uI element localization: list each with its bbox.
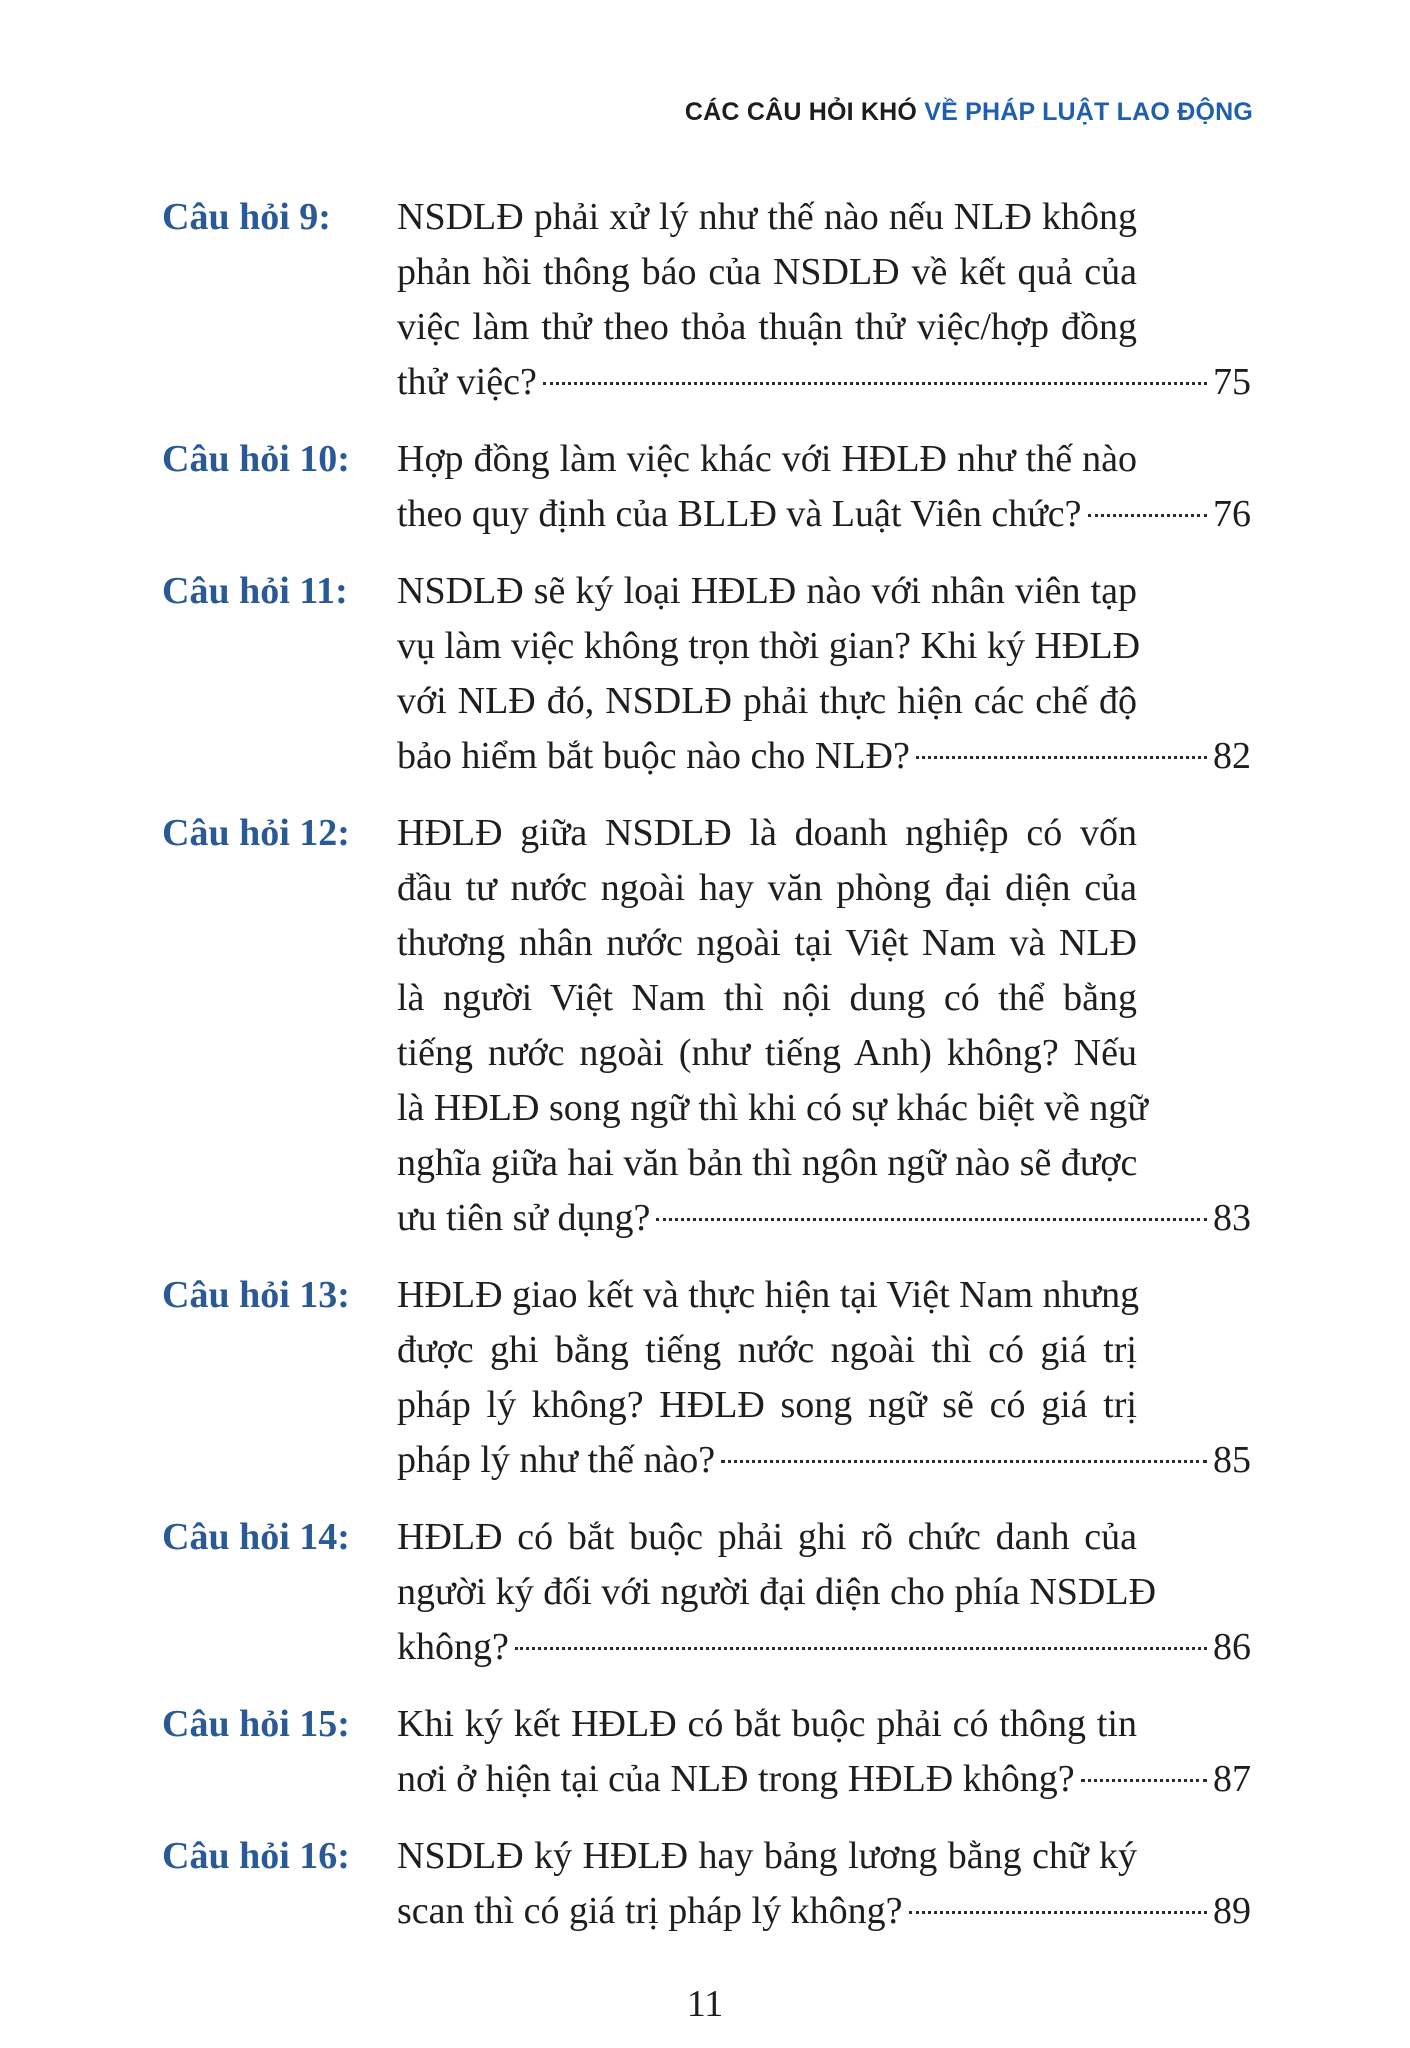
- question-line: vụ làm việc không trọn thời gian? Khi ký HĐLĐ: [397, 625, 1141, 667]
- page-number: 75: [1213, 361, 1251, 403]
- question-line: không?: [397, 1626, 509, 1668]
- question-line: HĐLĐ giữa NSDLĐ là doanh nghiệp có vốn: [397, 812, 1137, 854]
- toc-entry: [162, 1510, 1254, 1675]
- running-header-dark-part: CÁC CÂU HỎI KHÓ: [684, 98, 918, 126]
- dot-leader: [916, 756, 1207, 759]
- toc-entry: [162, 564, 1254, 784]
- question-line: nơi ở hiện tại của NLĐ trong HĐLĐ không?: [397, 1758, 1075, 1800]
- table-of-contents: [162, 190, 1254, 1961]
- question-line: ưu tiên sử dụng?: [397, 1197, 651, 1239]
- question-last-line: [397, 487, 1251, 542]
- question-line: với NLĐ đó, NSDLĐ phải thực hiện các chế độ: [397, 680, 1137, 722]
- page-number: 83: [1213, 1197, 1251, 1239]
- question-text: [397, 1510, 1254, 1675]
- question-label: Câu hỏi 10:: [162, 438, 350, 480]
- page-number: 76: [1213, 493, 1251, 535]
- question-last-line: [397, 1620, 1251, 1675]
- dot-leader: [909, 1911, 1208, 1914]
- question-line: bảo hiểm bắt buộc nào cho NLĐ?: [397, 735, 910, 777]
- question-label: Câu hỏi 11:: [162, 570, 348, 612]
- question-line: đầu tư nước ngoài hay văn phòng đại diện của: [397, 867, 1137, 909]
- toc-entry: [162, 190, 1254, 410]
- question-line: tiếng nước ngoài (như tiếng Anh) không? Nếu: [397, 1032, 1137, 1074]
- question-line: phản hồi thông báo của NSDLĐ về kết quả của: [397, 251, 1137, 293]
- question-line: scan thì có giá trị pháp lý không?: [397, 1890, 903, 1932]
- question-line: nghĩa giữa hai văn bản thì ngôn ngữ nào sẽ được: [397, 1142, 1138, 1184]
- page-number: 87: [1213, 1758, 1251, 1800]
- question-text: [397, 806, 1254, 1246]
- question-line: là HĐLĐ song ngữ thì khi có sự khác biệt về ngữ: [397, 1087, 1148, 1129]
- dot-leader: [656, 1218, 1207, 1221]
- dot-leader: [721, 1460, 1207, 1463]
- toc-entry: [162, 432, 1254, 542]
- question-text: [397, 1829, 1254, 1939]
- question-line: thử việc?: [397, 361, 537, 403]
- question-line: NSDLĐ phải xử lý như thế nào nếu NLĐ không: [397, 196, 1137, 238]
- question-line: NSDLĐ ký HĐLĐ hay bảng lương bằng chữ ký: [397, 1835, 1137, 1877]
- page-number: 86: [1213, 1626, 1251, 1668]
- question-line: pháp lý không? HĐLĐ song ngữ sẽ có giá trị: [397, 1384, 1137, 1426]
- toc-entry: [162, 1268, 1254, 1488]
- question-line: người ký đối với người đại diện cho phía NSDLĐ: [397, 1571, 1157, 1613]
- question-line: NSDLĐ sẽ ký loại HĐLĐ nào với nhân viên tạp: [397, 570, 1137, 612]
- question-text: [397, 564, 1254, 784]
- question-label: Câu hỏi 16:: [162, 1835, 350, 1877]
- running-header: [685, 98, 1253, 127]
- dot-leader: [1081, 1779, 1207, 1782]
- page-number: 85: [1213, 1439, 1251, 1481]
- question-line: thương nhân nước ngoài tại Việt Nam và NLĐ: [397, 922, 1137, 964]
- question-line: Khi ký kết HĐLĐ có bắt buộc phải có thông tin: [397, 1703, 1137, 1745]
- question-label: Câu hỏi 13:: [162, 1274, 350, 1316]
- question-line: pháp lý như thế nào?: [397, 1439, 716, 1481]
- question-text: [397, 1697, 1254, 1807]
- question-line: HĐLĐ có bắt buộc phải ghi rõ chức danh của: [397, 1516, 1137, 1558]
- question-last-line: [397, 1884, 1251, 1939]
- question-last-line: [397, 1433, 1251, 1488]
- question-label: Câu hỏi 14:: [162, 1516, 350, 1558]
- question-last-line: [397, 1191, 1251, 1246]
- dot-leader: [543, 382, 1207, 385]
- toc-entry: [162, 1697, 1254, 1807]
- toc-entry: [162, 806, 1254, 1246]
- question-last-line: [397, 355, 1251, 410]
- page-folio-number: 11: [686, 1983, 724, 2025]
- page-number: 82: [1213, 735, 1251, 777]
- question-last-line: [397, 729, 1251, 784]
- question-text: [397, 190, 1254, 410]
- toc-entry: [162, 1829, 1254, 1939]
- question-text: [397, 432, 1254, 542]
- question-text: [397, 1268, 1254, 1488]
- question-label: Câu hỏi 9:: [162, 196, 331, 238]
- running-header-blue-part: VỀ PHÁP LUẬT LAO ĐỘNG: [924, 98, 1253, 126]
- dot-leader: [1088, 514, 1207, 517]
- page-number: 89: [1213, 1890, 1251, 1932]
- question-line: việc làm thử theo thỏa thuận thử việc/hợp đồng: [397, 306, 1137, 348]
- question-last-line: [397, 1752, 1251, 1807]
- dot-leader: [515, 1647, 1207, 1650]
- question-line: HĐLĐ giao kết và thực hiện tại Việt Nam nhưng: [397, 1274, 1140, 1316]
- question-label: Câu hỏi 12:: [162, 812, 350, 854]
- question-line: Hợp đồng làm việc khác với HĐLĐ như thế nào: [397, 438, 1137, 480]
- question-line: theo quy định của BLLĐ và Luật Viên chức?: [397, 493, 1082, 535]
- question-line: được ghi bằng tiếng nước ngoài thì có giá trị: [397, 1329, 1137, 1371]
- question-line: là người Việt Nam thì nội dung có thể bằng: [397, 977, 1137, 1019]
- question-label: Câu hỏi 15:: [162, 1703, 350, 1745]
